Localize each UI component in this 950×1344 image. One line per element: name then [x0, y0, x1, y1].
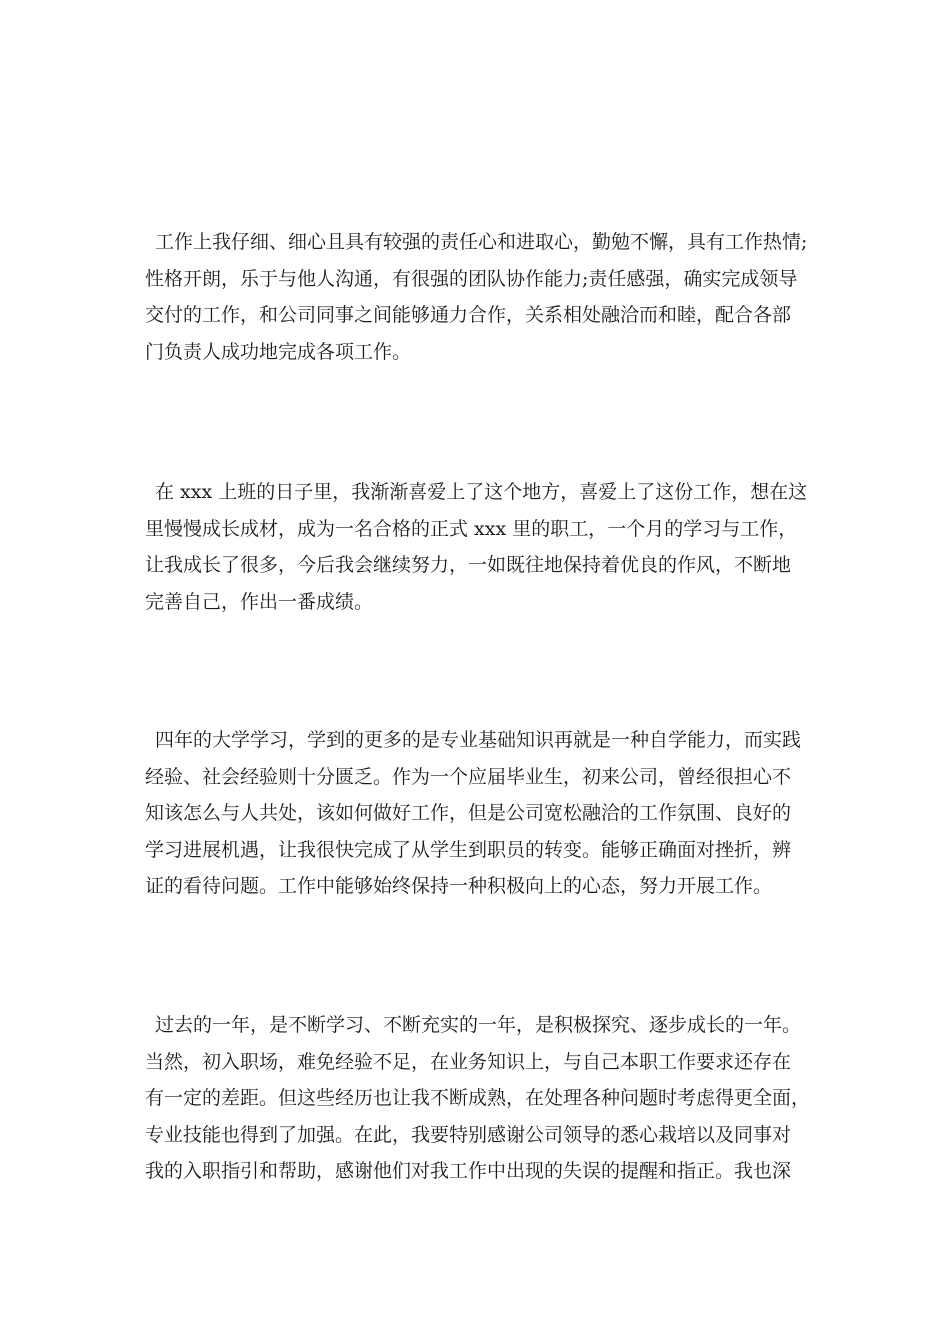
paragraph-line: 门负责人成功地完成各项工作。 — [145, 340, 412, 363]
paragraph-line: 证的看待问题。工作中能够始终保持一种积极向上的心态，努力开展工作。 — [145, 875, 773, 897]
paragraph-line: 里慢慢成长成材，成为一名合格的正式 xxx 里的职工，一个月的学习与工作， — [145, 517, 798, 540]
paragraph-line: 经验、社会经验则十分匮乏。作为一个应届毕业生，初来公司，曾经很担心不 — [145, 765, 792, 788]
paragraph-line: 过去的一年，是不断学习、不断充实的一年，是积极探究、逐步成长的一年。 — [155, 1014, 802, 1036]
paragraph-3 — [145, 722, 815, 905]
paragraph-line: 性格开朗，乐于与他人沟通，有很强的团队协作能力;责任感强，确实完成领导 — [145, 267, 798, 290]
paragraph-line: 有一定的差距。但这些经历也让我不断成熟，在处理各种问题时考虑得更全面， — [145, 1087, 811, 1109]
paragraph-1 — [145, 224, 815, 370]
paragraph-line: 在 xxx 上班的日子里，我渐渐喜爱上了这个地方，喜爱上了这份工作，想在这 — [155, 481, 808, 503]
paragraph-line: 完善自己，作出一番成绩。 — [145, 590, 374, 613]
paragraph-line: 四年的大学学习，学到的更多的是专业基础知识再就是一种自学能力，而实践 — [155, 729, 802, 751]
paragraph-line: 我的入职指引和帮助，感谢他们对我工作中出现的失误的提醒和指正。我也深 — [145, 1160, 792, 1182]
paragraph-line: 学习进展机遇，让我很快完成了从学生到职员的转变。能够正确面对挫折，辨 — [145, 838, 792, 861]
paragraph-line: 知该怎么与人共处，该如何做好工作，但是公司宽松融洽的工作氛围、良好的 — [145, 802, 792, 824]
paragraph-line: 交付的工作，和公司同事之间能够通力合作，关系相处融洽而和睦，配合各部 — [145, 304, 792, 326]
paragraph-line: 专业技能也得到了加强。在此，我要特别感谢公司领导的悉心栽培以及同事对 — [145, 1123, 792, 1146]
paragraph-line: 让我成长了很多，今后我会继续努力，一如既往地保持着优良的作风，不断地 — [145, 554, 792, 576]
paragraph-line: 当然，初入职场，难免经验不足，在业务知识上，与自己本职工作要求还存在 — [145, 1050, 792, 1073]
paragraph-4 — [145, 1007, 815, 1190]
paragraph-line: 工作上我仔细、细心且具有较强的责任心和进取心，勤勉不懈，具有工作热情; — [155, 231, 808, 253]
paragraph-2 — [145, 474, 815, 620]
